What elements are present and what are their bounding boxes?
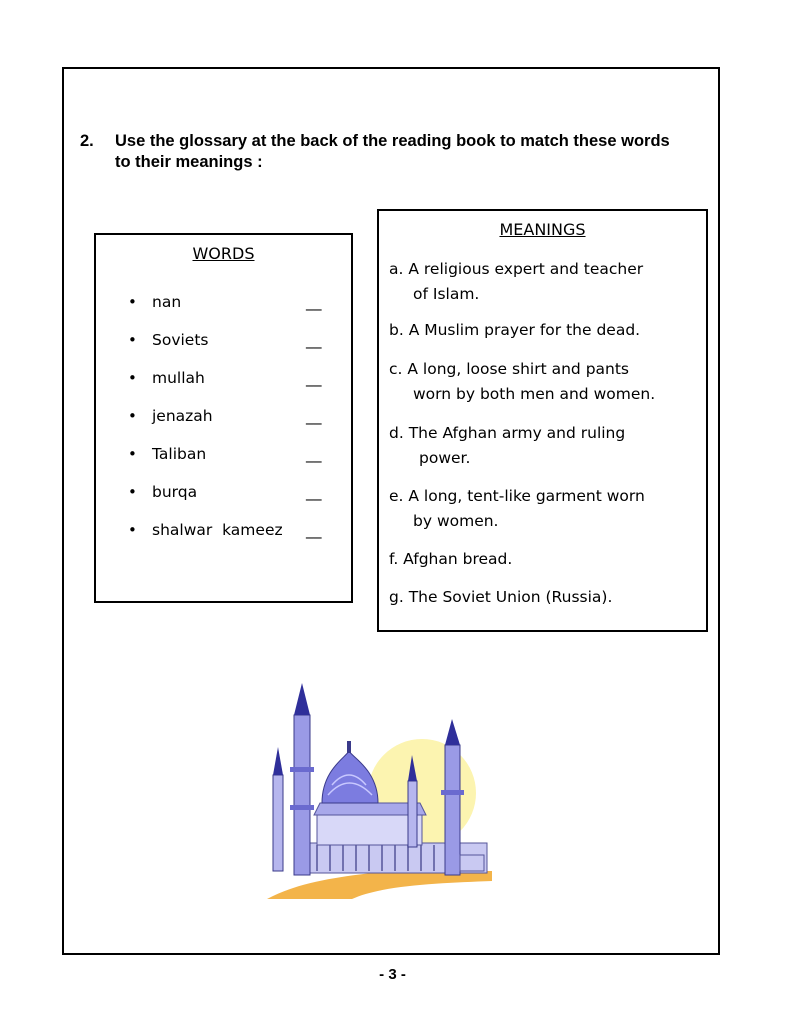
question-number: 2. [80, 132, 94, 150]
word-item [96, 369, 351, 407]
bullet-icon: • [128, 521, 137, 539]
meaning-item [389, 318, 701, 343]
word-text: shalwar kameez [152, 521, 283, 539]
meanings-box [377, 209, 708, 632]
answer-blank: __ [306, 293, 322, 311]
bullet-icon: • [128, 407, 137, 425]
meaning-line: e. A long, tent-like garment worn [389, 487, 645, 505]
answer-blank: __ [306, 331, 322, 349]
word-text: nan [152, 293, 182, 311]
words-box [94, 233, 353, 603]
meaning-line-continued: of Islam. [413, 285, 480, 303]
word-text: jenazah [152, 407, 213, 425]
mosque-icon [262, 675, 492, 905]
bullet-icon: • [128, 369, 137, 387]
meaning-line: d. The Afghan army and ruling [389, 424, 626, 442]
meaning-line: b. A Muslim prayer for the dead. [389, 321, 641, 339]
word-item [96, 407, 351, 445]
word-item [96, 483, 351, 521]
meaning-line: c. A long, loose shirt and pants [389, 360, 630, 378]
meaning-line: f. Afghan bread. [389, 550, 513, 568]
answer-blank: __ [306, 407, 322, 425]
question-text: Use the glossary at the back of the reading book to match these words to their meanings : [115, 132, 670, 171]
bullet-icon: • [128, 331, 137, 349]
answer-blank: __ [306, 369, 322, 387]
meanings-heading: MEANINGS [499, 220, 586, 239]
meaning-item [389, 257, 701, 307]
answer-blank: __ [306, 521, 322, 539]
word-text: mullah [152, 369, 205, 387]
word-item [96, 521, 351, 559]
word-item [96, 293, 351, 331]
words-heading: WORDS [192, 244, 255, 263]
meaning-item [389, 547, 701, 572]
meaning-line: g. The Soviet Union (Russia). [389, 588, 613, 606]
meaning-line: a. A religious expert and teacher [389, 260, 644, 278]
meaning-line-continued: by women. [413, 512, 499, 530]
meaning-item [389, 357, 701, 407]
meaning-line-continued: power. [419, 449, 471, 467]
word-item [96, 331, 351, 369]
word-text: Soviets [152, 331, 209, 349]
meaning-item [389, 421, 701, 471]
word-text: burqa [152, 483, 198, 501]
word-item [96, 445, 351, 483]
meaning-item [389, 585, 701, 610]
word-list [96, 293, 351, 559]
bullet-icon: • [128, 483, 137, 501]
bullet-icon: • [128, 445, 137, 463]
meaning-line-continued: worn by both men and women. [413, 385, 656, 403]
bullet-icon: • [128, 293, 137, 311]
answer-blank: __ [306, 445, 322, 463]
answer-blank: __ [306, 483, 322, 501]
word-text: Taliban [152, 445, 207, 463]
meaning-item [389, 484, 701, 534]
page-number: - 3 - [379, 966, 406, 983]
